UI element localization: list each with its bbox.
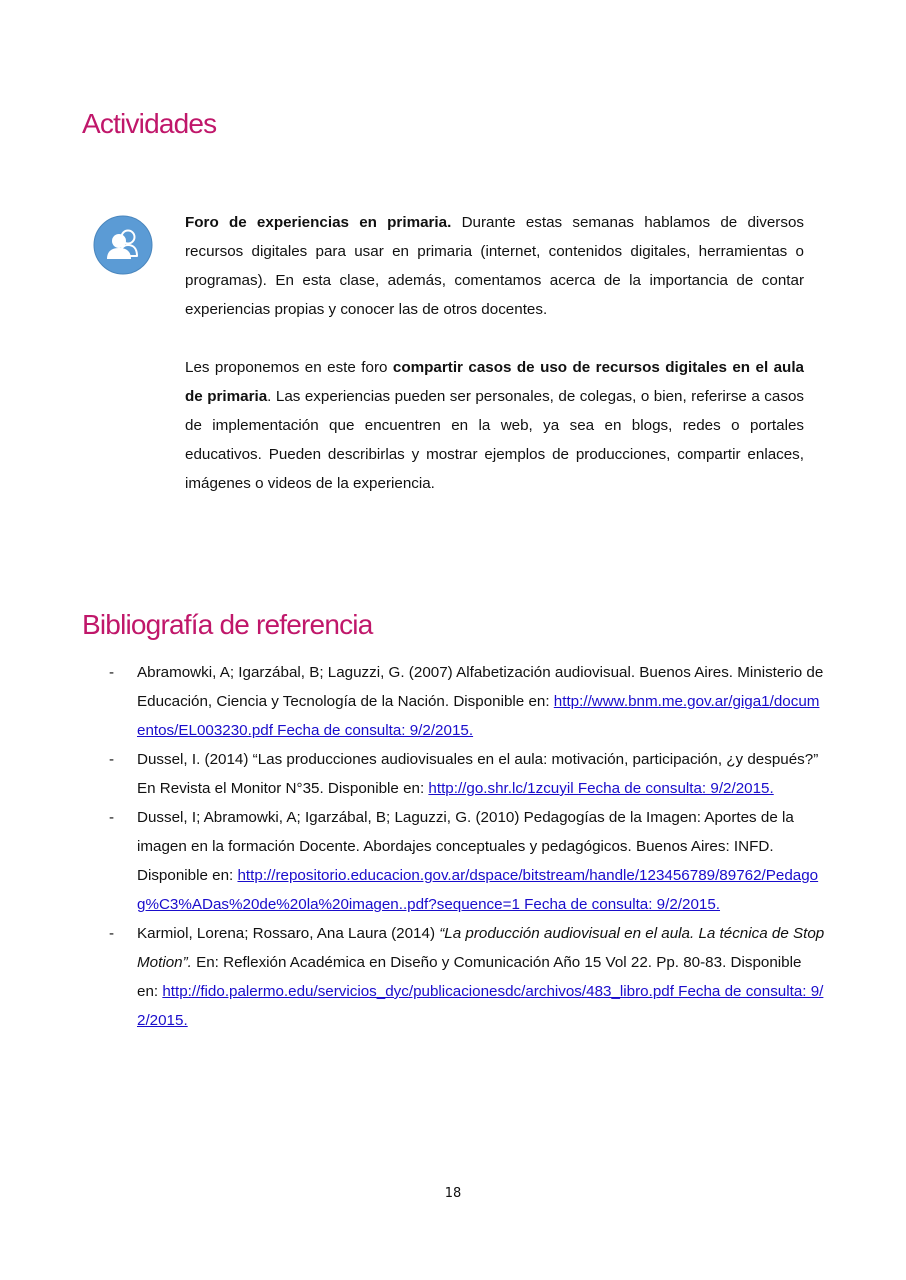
section-heading-actividades: Actividades <box>82 108 217 139</box>
bibliography-item <box>106 745 826 803</box>
activity-paragraph-1 <box>185 208 804 324</box>
bibliography-item <box>106 919 826 1035</box>
bibliography-link[interactable]: http://go.shr.lc/1zcuyil Fecha de consulta: 9/2/2015. <box>428 780 774 797</box>
list-bullet: - <box>109 809 115 826</box>
bibliography-item-text: Dussel, I. (2014) “Las producciones audiovisuales en el aula: motivación, participación, ¿y después?” En Revista el Monitor N°35. Disponible en: <box>137 751 819 797</box>
activity-description <box>185 208 804 498</box>
bibliography-item-text: Dussel, I; Abramowki, A; Igarzábal, B; Laguzzi, G. (2010) Pedagogías de la Imagen: Aportes de la imagen en la formación Docente. Abordajes conceptuales y pedagógicos. Buenos Aires: INFD. Disponible en: <box>137 809 794 884</box>
bibliography-item-title: “La producción audiovisual en el aula. La técnica de Stop Motion”. <box>137 925 825 971</box>
activity-emphasis: compartir casos de uso de recursos digitales en el aula de primaria <box>185 359 804 405</box>
bibliography-link[interactable]: http://fido.palermo.edu/servicios_dyc/publicacionesdc/archivos/483_libro.pdf Fecha de consulta: 9/2/2015. <box>137 983 824 1029</box>
bibliography-item-text: Karmiol, Lorena; Rossaro, Ana Laura (2014) <box>137 925 440 942</box>
list-bullet: - <box>109 751 115 768</box>
bibliography-list <box>106 658 826 1035</box>
activity-paragraph-1-text: Durante estas semanas hablamos de diversos recursos digitales para usar en primaria (internet, contenidos digitales, herramientas o programas). En esta clase, además, comentamos acerca de la importancia de contar experiencias propias y conocer las de otros docentes. <box>185 214 804 318</box>
bibliography-item-text: En: Reflexión Académica en Diseño y Comunicación Año 15 Vol 22. Pp. 80-83. Disponible en: <box>137 954 802 1000</box>
bibliography-link[interactable]: http://repositorio.educacion.gov.ar/dspace/bitstream/handle/123456789/89762/Pedagog%C3%ADas%20de%20la%20imagen..pdf?sequence=1 Fecha de consulta: 9/2/2015. <box>137 867 819 913</box>
list-bullet: - <box>109 925 115 942</box>
section-heading-bibliografia: Bibliografía de referencia <box>82 609 373 640</box>
activity-paragraph-2-text-a: Les proponemos en este foro <box>185 359 393 376</box>
bibliography-item <box>106 803 826 919</box>
activity-title: Foro de experiencias en primaria. <box>185 214 452 231</box>
forum-users-icon <box>93 215 153 275</box>
bibliography-link[interactable]: http://www.bnm.me.gov.ar/giga1/documentos/EL003230.pdf Fecha de consulta: 9/2/2015. <box>137 693 820 739</box>
page-number: 18 <box>444 1186 462 1201</box>
activity-paragraph-2-text-b: . Las experiencias pueden ser personales, de colegas, o bien, referirse a casos de implementación que encuentren en la web, ya sea en blogs, redes o portales educativos. Pueden describirlas y mostrar ejemplos de producciones, compartir enlaces, imágenes o videos de la experiencia. <box>185 388 804 492</box>
activity-paragraph-2 <box>185 353 804 498</box>
bibliography-item <box>106 658 826 745</box>
list-bullet: - <box>109 664 115 681</box>
bibliography-item-text: Abramowki, A; Igarzábal, B; Laguzzi, G. (2007) Alfabetización audiovisual. Buenos Aires. Ministerio de Educación, Ciencia y Tecnología de la Nación. Disponible en: <box>137 664 824 710</box>
